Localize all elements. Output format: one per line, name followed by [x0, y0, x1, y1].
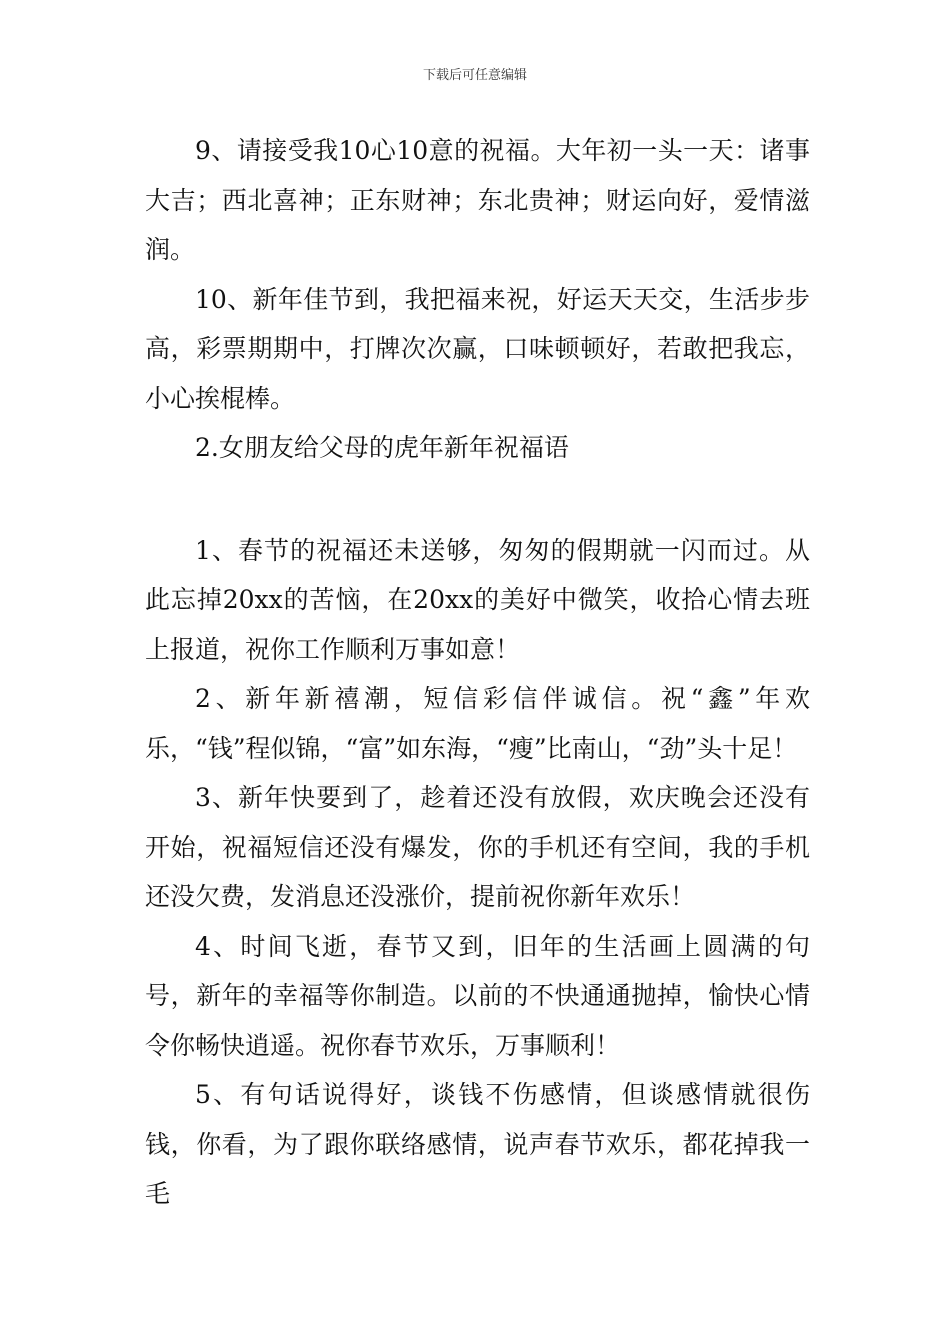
- paragraph-10: 10、新年佳节到，我把福来祝，好运天天交，生活步步高，彩票期期中，打牌次次赢，口味顿顿好，若敢把我忘，小心挨棍棒。: [145, 284, 810, 413]
- paragraph-4: 4、时间飞逝，春节又到，旧年的生活画上圆满的句号，新年的幸福等你制造。以前的不快通通抛掉，愉快心情令你畅快逍遥。祝你春节欢乐，万事顺利！: [145, 931, 810, 1060]
- paragraph-3: 3、新年快要到了，趁着还没有放假，欢庆晚会还没有开始，祝福短信还没有爆发，你的手机还有空间，我的手机还没欠费，发消息还没涨价，提前祝你新年欢乐！: [145, 783, 810, 911]
- page-header-note: 下载后可任意编辑: [422, 68, 527, 83]
- section-heading: 2.女朋友给父母的虎年新年祝福语: [195, 433, 569, 462]
- paragraph-2: 2、新年新禧潮，短信彩信伴诚信。祝“鑫”年欢乐，“钱”程似锦，“富”如东海，“瘦”比南山，“劲”头十足！: [145, 684, 810, 763]
- paragraph-9: 9、请接受我10心10意的祝福。大年初一头一天：诸事大吉；西北喜神；正东财神；东北贵神；财运向好，爱情滋润。: [145, 136, 810, 264]
- paragraph-1: 1、春节的祝福还未送够，匆匆的假期就一闪而过。从此忘掉20xx的苦恼，在20xx的美好中微笑，收拾心情去班上报道，祝你工作顺利万事如意！: [145, 535, 810, 664]
- document-body: [145, 126, 810, 1219]
- paragraph-5: 5、有句话说得好，谈钱不伤感情，但谈感情就很伤钱，你看，为了跟你联络感情，说声春节欢乐，都花掉我一毛: [145, 1080, 810, 1208]
